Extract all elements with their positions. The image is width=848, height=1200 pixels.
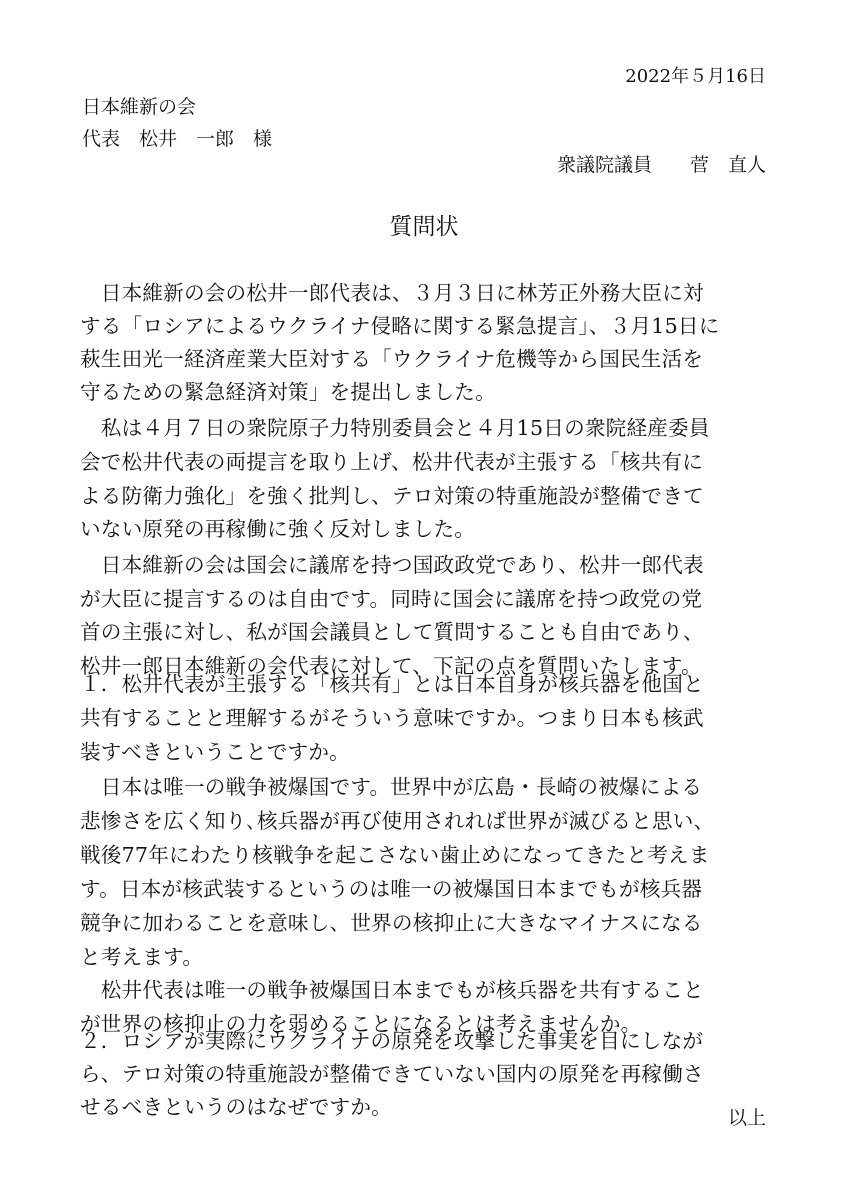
body-line: 守るための緊急経済対策」を提出しました。 <box>80 380 496 404</box>
body-line: よる防衛力強化」を強く批判し、テロ対策の特重施設が整備できて <box>80 484 704 508</box>
body-line: 松井一郎日本維新の会代表に対して、下記の点を質問いたします。 <box>80 654 702 678</box>
body-line: 装すべきということですか。 <box>80 740 350 764</box>
document-date: 2022年５月16日 <box>625 66 766 87</box>
addressee-name: 代表 松井 一郎 様 <box>82 128 273 150</box>
addressee-organization: 日本維新の会 <box>82 96 197 118</box>
body-line: する「ロシアによるウクライナ侵略に関する緊急提言」、３月15日に <box>80 314 720 338</box>
body-line: ２．ロシアが実際にウクライナの原発を攻撃した事実を目にしなが <box>80 1029 704 1053</box>
body-line: 日本維新の会は国会に議席を持つ国政政党であり、松井一郎代表 <box>80 553 704 577</box>
sender-name: 衆議院議員 菅 直人 <box>556 154 766 176</box>
body-line: 競争に加わることを意味し、世界の核抑止に大きなマイナスになる <box>80 911 703 935</box>
body-line: いない原発の再稼働に強く反対しました。 <box>80 517 476 541</box>
body-line: 会で松井代表の両提言を取り上げ、松井代表が主張する「核共有に <box>80 450 703 474</box>
body-line: ら、テロ対策の特重施設が整備できていない国内の原発を再稼働さ <box>80 1062 704 1086</box>
body-line: 首の主張に対し、私が国会議員として質問することも自由であり、 <box>80 620 704 644</box>
body-line: が大臣に提言するのは自由です。同時に国会に議席を持つ政党の党 <box>80 587 703 611</box>
body-line: 戦後77年にわたり核戦争を起こさない歯止めになってきたと考えま <box>80 843 710 867</box>
body-line: が世界の核抑止の力を弱めることになるとは考えませんか。 <box>80 1012 642 1036</box>
body-line: 日本維新の会の松井一郎代表は、３月３日に林芳正外務大臣に対 <box>80 281 704 305</box>
body-line: 共有することと理解するがそういう意味ですか。つまり日本も核武 <box>80 706 704 730</box>
body-line: 日本は唯一の戦争被爆国です。世界中が広島・長崎の被爆による <box>80 775 703 799</box>
body-line: 私は４月７日の衆院原子力特別委員会と４月15日の衆院経産委員 <box>80 416 710 440</box>
closing-mark: 以上 <box>727 1107 766 1129</box>
body-line: 悲惨さを広く知り､核兵器が再び使用されれば世界が滅びると思い、 <box>80 809 715 833</box>
body-line: す。日本が核武装するというのは唯一の被爆国日本までもが核兵器 <box>80 877 703 901</box>
body-line: 萩生田光一経済産業大臣対する「ウクライナ危機等から国民生活を <box>80 347 704 371</box>
document-title: 質問状 <box>389 214 459 240</box>
body-line: １．松井代表が主張する「核共有」とは日本自身が核兵器を他国と <box>80 672 704 696</box>
body-line: せるべきというのはなぜですか。 <box>80 1095 392 1119</box>
body-line: と考えます。 <box>80 945 204 969</box>
body-line: 松井代表は唯一の戦争被爆国日本までもが核兵器を共有すること <box>80 978 704 1002</box>
